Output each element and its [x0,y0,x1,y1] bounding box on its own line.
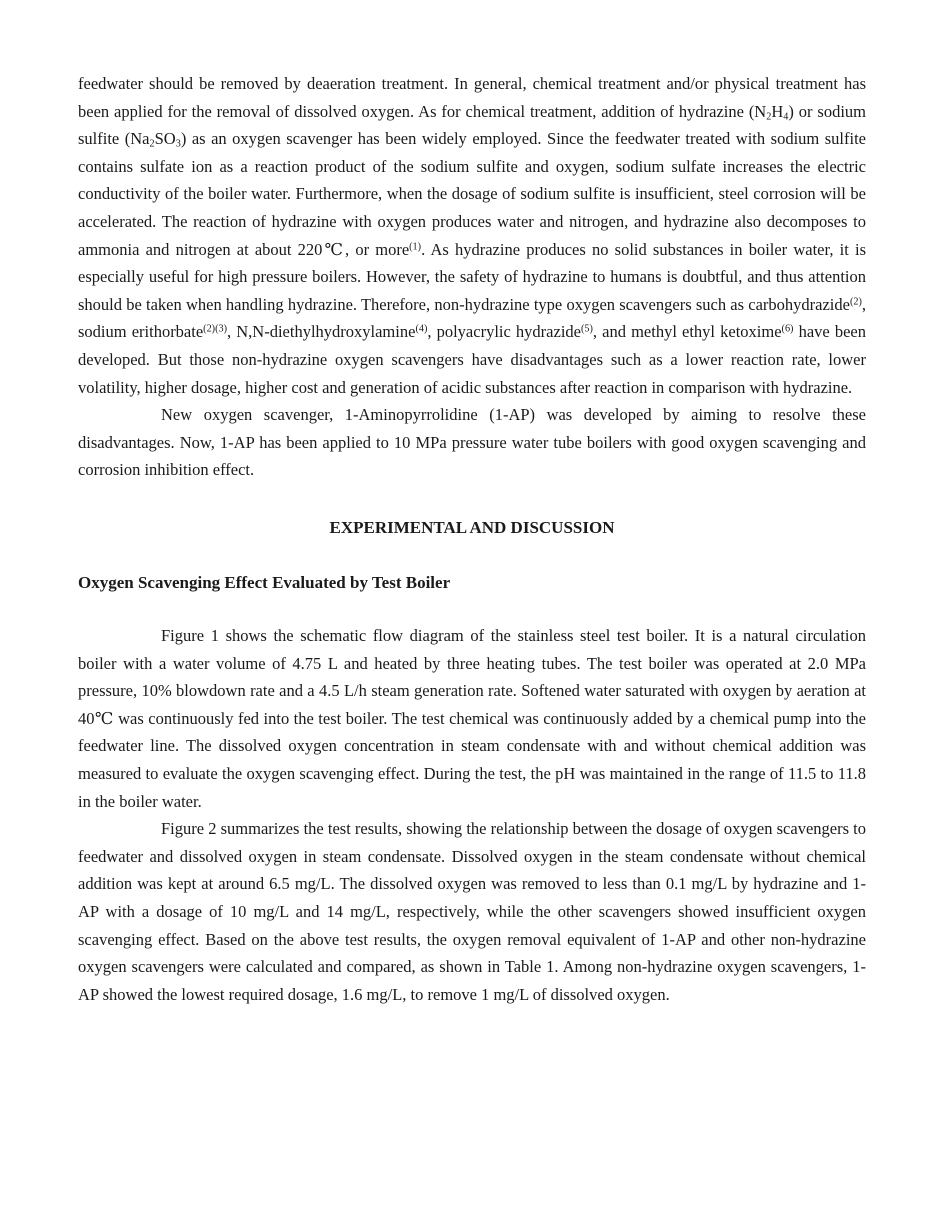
intro-paragraph [78,70,866,401]
citation-ref: (6) [781,323,794,335]
paragraph-text: , polyacrylic hydrazide [427,322,581,342]
subscript: 4 [783,111,789,123]
citation-ref: (4) [415,323,428,335]
results-paragraph: Figure 2 summarizes the test results, showing the relationship between the dosage of oxygen scavengers to feedwater and dissolved oxygen in steam condensate. Dissolved oxygen in the steam condensate without chemical addition was kept at around 6.5 mg/L. The dissolved oxygen was removed to less than 0.1 mg/L by hydrazine and 1-AP with a dosage of 10 mg/L and 14 mg/L, respectively, while the other scavengers showed insufficient oxygen scavenging effect. Based on the above test results, the oxygen removal equivalent of 1-AP and other non-hydrazine oxygen scavengers were calculated and compared, as shown in Table 1. Among non-hydrazine oxygen scavengers, 1-AP showed the lowest required dosage, 1.6 mg/L, to remove 1 mg/L of dissolved oxygen. [78,819,866,1004]
section-heading: EXPERIMENTAL AND DISCUSSION [329,517,615,537]
subscript: 2 [766,111,772,123]
subscript: 2 [149,138,155,150]
paragraph-text: H [771,101,784,121]
document-page [78,70,866,1008]
paragraph-text: ) or sodium sulfite (Na [78,101,866,149]
paragraph-text: . As hydrazine produces no solid substances in boiler water, it is especially useful for high pressure boilers. However, the safety of hydrazine to humans is doubtful, and thus attention should be taken when handling hydrazine. Therefore, non-hydrazine type oxygen scavengers such as carbohydrazide [78,239,867,314]
citation-ref: (2)(3) [203,323,228,335]
paragraph-text: , and methyl ethyl ketoxime [592,322,782,342]
citation-ref: (5) [580,323,593,335]
paragraph-text: SO [154,129,176,149]
paragraph-text: ) as an oxygen scavenger has been widely employed. Since the feedwater treated with sodium sulfite contains sulfate ion as a reaction product of the sodium sulfite and oxygen, sodium sulfate increases the electric conductivity of the boiler water. Furthermore, when the dosage of sodium sulfite is insufficient, steel corrosion will be accelerated. The reaction of hydrazine with oxygen produces water and nitrogen, and hydrazine also decomposes to ammonia and nitrogen at about 220℃, or more [78,129,867,259]
paragraph-text: feedwater should be removed by deaeration treatment. In general, chemical treatment and/or physical treatment has been applied for the removal of dissolved oxygen. As for chemical treatment, addition of hydrazine (N [78,74,866,121]
paragraph-text: , N,N-diethylhydroxylamine [227,322,416,342]
paragraph-text: have been developed. But those non-hydrazine oxygen scavengers have disadvantages such as a lower reaction rate, lower volatility, higher dosage, higher cost and generation of acidic substances after reaction in comparison with hydrazine. [78,322,866,397]
test-boiler-paragraph: Figure 1 shows the schematic flow diagram of the stainless steel test boiler. It is a natural circulation boiler with a water volume of 4.75 L and heated by three heating tubes. The test boiler was operated at 2.0 MPa pressure, 10% blowdown rate and a 4.5 L/h steam generation rate. Softened water saturated with oxygen by aeration at 40℃ was continuously fed into the test boiler. The test chemical was continuously added by a chemical pump into the feedwater line. The dissolved oxygen concentration in steam condensate with and without chemical addition was measured to evaluate the oxygen scavenging effect. During the test, the pH was maintained in the range of 11.5 to 11.8 in the boiler water. [78,626,866,811]
subsection-heading: Oxygen Scavenging Effect Evaluated by Test Boiler [78,572,451,592]
citation-ref: (2) [849,296,862,308]
paragraph-text: , sodium erithorbate [78,294,866,342]
citation-ref: (1) [409,240,422,252]
subscript: 3 [175,138,181,150]
new-scavenger-paragraph: New oxygen scavenger, 1-Aminopyrrolidine (1-AP) was developed by aiming to resolve these disadvantages. Now, 1-AP has been applied to 10 MPa pressure water tube boilers with good oxygen scavenging and corrosion inhibition effect. [78,405,866,480]
